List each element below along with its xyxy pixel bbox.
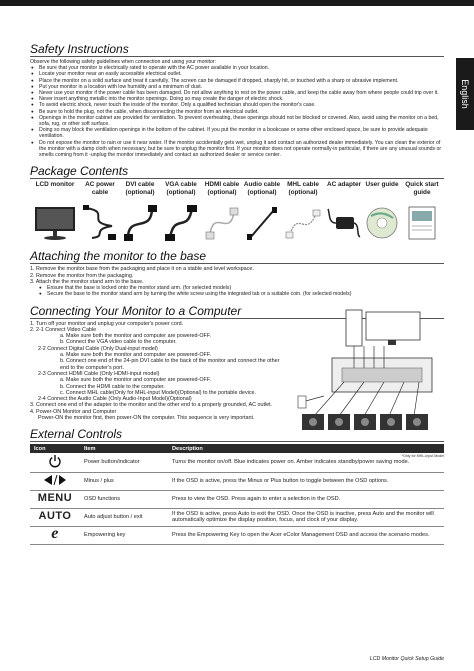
empowering-icon: e bbox=[30, 526, 80, 544]
list-item: a. Make sure both the monitor and computer are powered-OFF. bbox=[60, 377, 212, 384]
table-row bbox=[30, 508, 444, 526]
connect-steps bbox=[30, 321, 288, 422]
list-item: 2. 2-1 Connect Video Cable bbox=[30, 326, 97, 333]
auto-icon: AUTO bbox=[30, 508, 80, 526]
list-item: ● Secure the base to the monitor stand arm by turning the white screw using the integrated tab or a suitable coin. (for selected models) bbox=[38, 291, 444, 297]
item-cell: Auto adjust button / exit bbox=[80, 508, 168, 526]
list-item: 1. Remove the monitor base from the packaging and place it on a stable and level workspace. bbox=[30, 266, 254, 273]
list-item: b. Connect the HDMI cable to the computer. bbox=[60, 383, 165, 390]
audio-cable-image bbox=[242, 204, 282, 242]
package-item-label: DVI cable (optional) bbox=[125, 181, 155, 196]
safety-title: Safety Instructions bbox=[30, 42, 444, 57]
menu-icon: MENU bbox=[30, 490, 80, 508]
package-labels bbox=[30, 181, 444, 201]
header-item: Item bbox=[80, 444, 168, 453]
package-item-label: AC adapter bbox=[326, 181, 362, 189]
list-item: a. Make sure both the monitor and computer are powered-OFF. bbox=[60, 352, 212, 359]
list-item: ● To avoid electric shock, never touch the inside of the monitor. Only a qualified technician should open the monitor's case. bbox=[30, 102, 444, 108]
list-item: a. Make sure both the monitor and computer are powered-OFF. bbox=[60, 333, 212, 340]
ac-power-cable-image bbox=[80, 204, 120, 242]
list-item: ● Place the monitor on a solid surface and treat it carefully. The screen can be damaged if dropped, sharply hit, or touched with a sharp or abrasive implement. bbox=[30, 78, 444, 84]
header-icon: Icon bbox=[30, 444, 80, 453]
safety-list bbox=[30, 65, 444, 158]
package-item-label: AC power cable bbox=[85, 181, 115, 196]
package-images bbox=[30, 203, 444, 243]
header-description: Description bbox=[168, 444, 444, 453]
connect-title: Connecting Your Monitor to a Computer bbox=[30, 304, 444, 319]
list-item: 3. Attach the the monitor stand arm to the base. bbox=[30, 278, 144, 285]
description-cell: Press the Empowering Key to open the Acer eColor Management OSD and access the scenario modes. bbox=[168, 526, 444, 544]
table-row bbox=[30, 526, 444, 544]
package-section bbox=[30, 164, 444, 243]
package-item-label: User guide bbox=[365, 181, 399, 189]
list-item: 1. Turn off your monitor and unplug your computer's power cord. bbox=[30, 320, 184, 327]
package-item-label: Audio cable (optional) bbox=[243, 181, 281, 196]
list-item: c. Connect MHL cable(Only for MHL-input Model)(Optional) to the portable device. bbox=[60, 389, 257, 396]
lcd-monitor-image bbox=[30, 205, 80, 241]
description-cell: If the OSD is active, press Auto to exit the OSD. Once the OSD is inactive, press Auto and the monitor will automatically optimize the display position, focus, and clock of your display. bbox=[168, 508, 444, 526]
figure-caption: *Only for MHL-input Model bbox=[401, 453, 444, 458]
description-cell: Turns the monitor on/off. Blue indicates power on. Amber indicates standby/power saving mode. bbox=[168, 453, 444, 472]
item-cell: OSD functions bbox=[80, 490, 168, 508]
mhl-cable-image bbox=[282, 204, 324, 242]
list-item: 2. Remove the monitor from the packaging. bbox=[30, 272, 134, 279]
list-item: ● Be sure that your monitor is electrically rated to operate with the AC power available in your location. bbox=[30, 65, 444, 71]
list-item: ● Do not expose the monitor to rain or use it near water. If the monitor accidentally gets wet, unplug it and contact an authorized dealer immediately. You can clean the exterior of the monitor with a damp cloth when necessary, but be sure to unplug the monitor first. If your monitor does not operate normally-in particular, if there are any unusual sounds or smells coming from it -unplug the monitor immediately and contact an authorized dealer or service center. bbox=[30, 140, 444, 159]
package-item-label: LCD monitor bbox=[35, 181, 75, 189]
package-title: Package Contents bbox=[30, 164, 444, 179]
item-cell: Minus / plus bbox=[80, 472, 168, 490]
vga-cable-image bbox=[160, 204, 202, 242]
minus-plus-icon bbox=[30, 472, 80, 490]
safety-intro: Observe the following safety guidelines when connection and using your monitor: bbox=[30, 59, 216, 65]
list-item: ● Never use your monitor if the power cable has been damaged. Do not allow anything to rest on the power cable, and keep the cable away from where people could trip over it. bbox=[30, 90, 444, 96]
controls-title: External Controls bbox=[30, 427, 444, 442]
list-item: 2-2 Connect Digital Cable (Only Dual-input model) bbox=[38, 345, 158, 352]
table-row bbox=[30, 490, 444, 508]
package-item-label: HDMI cable (optional) bbox=[204, 181, 240, 196]
package-item-label: Quick start guide bbox=[405, 181, 439, 196]
power-icon bbox=[30, 453, 80, 472]
package-item-label: VGA cable (optional) bbox=[165, 181, 197, 196]
list-item: 2-4 Connect the Audio Cable (Only Audio-Input Model)(Optional) bbox=[38, 396, 192, 403]
list-item: ● Put your monitor in a location with low humidity and a minimum of dust. bbox=[30, 84, 444, 90]
user-guide-cd-image bbox=[364, 206, 400, 240]
attach-steps bbox=[30, 266, 444, 285]
item-cell: Power button/indicator bbox=[80, 453, 168, 472]
page-footer: LCD Monitor Quick Setup Guide bbox=[369, 656, 444, 662]
ac-adapter-image bbox=[324, 205, 364, 241]
description-cell: If the OSD is active, press the Minus or Plus button to toggle between the OSD options. bbox=[168, 472, 444, 490]
top-bar bbox=[0, 0, 474, 6]
description-cell: Press to view the OSD. Press again to enter a selection in the OSD. bbox=[168, 490, 444, 508]
safety-section bbox=[30, 42, 444, 158]
dvi-cable-image bbox=[120, 204, 160, 242]
list-item: ● Locate your monitor near an easily accessible electrical outlet. bbox=[30, 71, 444, 77]
list-item: ● Openings in the monitor cabinet are provided for ventilation. To prevent overheating, these openings should not be blocked or covered. Also, avoid using the monitor on a bed, sofa, rug, or other soft surface. bbox=[30, 115, 444, 127]
item-cell: Empowering key bbox=[80, 526, 168, 544]
attach-section bbox=[30, 249, 444, 297]
quick-start-guide-image bbox=[400, 205, 444, 241]
list-item: b. Connect one end of the 24-pin DVI cable to the back of the monitor and connect the other end to the computer's port. bbox=[60, 358, 280, 371]
language-tab: English bbox=[456, 58, 474, 130]
connection-diagram bbox=[294, 306, 444, 458]
page-body bbox=[30, 42, 444, 545]
package-item-label: MHL cable (optional) bbox=[287, 181, 319, 196]
list-item: ● Never insert anything metallic into the monitor openings. Doing so may create the danger of electric shock. bbox=[30, 96, 444, 102]
table-row bbox=[30, 472, 444, 490]
hdmi-cable-image bbox=[202, 204, 242, 242]
list-item: ● Ensure that the base is locked onto the monitor stand arm. (for selected models) bbox=[38, 285, 444, 291]
list-item: ● Doing so may block the ventilation openings in the bottom of the cabinet. If you put the monitor in a bookcase or some other enclosed space, be sure to provide adequate ventilation. bbox=[30, 127, 444, 139]
list-item: ● Be sure to hold the plug, not the cable, when disconnecting the monitor from an electrical outlet. bbox=[30, 109, 444, 115]
controls-table bbox=[30, 444, 444, 544]
list-item: 2-3 Connect HDMI Cable (Only HDMI-input model) bbox=[38, 370, 160, 377]
list-item: 4. Power-ON Monitor and Computer bbox=[30, 408, 117, 415]
attach-bullets bbox=[30, 285, 444, 297]
list-item: Power-ON the monitor first, then power-ON the computer. This sequence is very important. bbox=[38, 415, 255, 421]
attach-title: Attaching the monitor to the base bbox=[30, 249, 444, 264]
list-item: 3. Connect one end of the adapter to the monitor and the other end to a properly grounded, AC outlet. bbox=[30, 402, 273, 409]
list-item: b. Connect the VGA video cable to the computer. bbox=[60, 339, 177, 346]
